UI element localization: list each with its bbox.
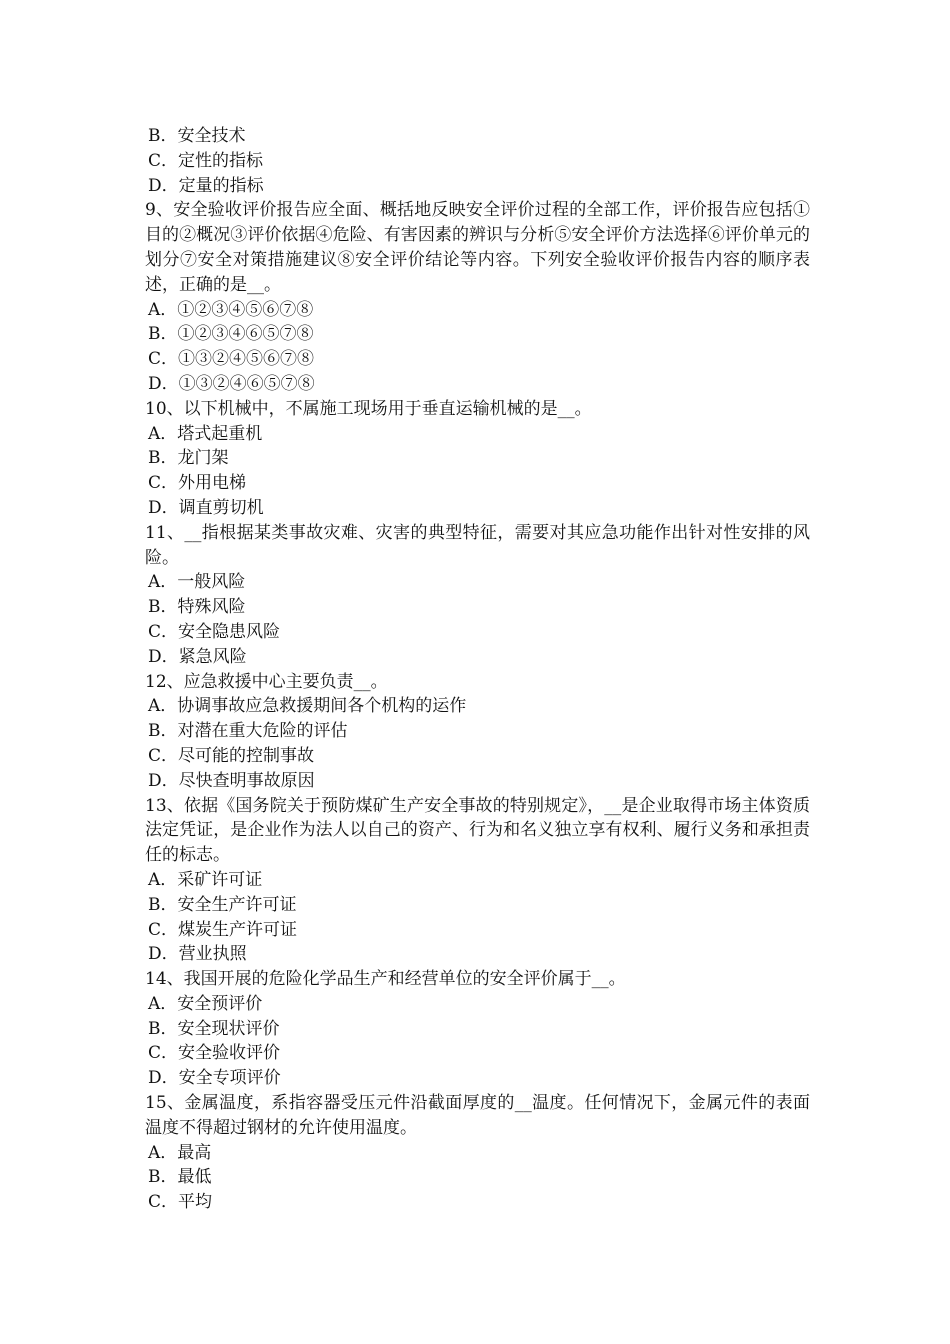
question-text: 14、我国开展的危险化学品生产和经营单位的安全评价属于__。: [145, 969, 626, 990]
answer-option: B．对潜在重大危险的评估: [148, 721, 348, 742]
answer-option: D．尽快查明事故原因: [148, 770, 315, 791]
answer-option: B．安全现状评价: [148, 1018, 280, 1039]
answer-option: A．协调事故应急救援期间各个机构的运作: [148, 696, 467, 717]
answer-option: B．安全生产许可证: [148, 894, 297, 915]
answer-option: B．①②③④⑥⑤⑦⑧: [148, 324, 314, 345]
answer-option: C．平均: [148, 1192, 213, 1213]
answer-option: B．龙门架: [148, 448, 229, 469]
document-page: [145, 124, 810, 1215]
answer-option: C．煤炭生产许可证: [148, 919, 298, 940]
answer-option: A．塔式起重机: [148, 423, 263, 444]
answer-option: D．营业执照: [148, 944, 247, 965]
question-text: 13、依据《国务院关于预防煤矿生产安全事故的特别规定》，__是企业取得市场主体资质法定凭证，是企业作为法人以自己的资产、行为和名义独立享有权利、履行义务和承担责任的标志。: [145, 795, 810, 866]
question-text: 15、金属温度，系指容器受压元件沿截面厚度的__温度。任何情况下，金属元件的表面温度不得超过钢材的允许使用温度。: [145, 1093, 810, 1138]
answer-option: A．安全预评价: [148, 993, 263, 1014]
answer-option: C．外用电梯: [148, 473, 247, 494]
answer-option: A．采矿许可证: [148, 869, 263, 890]
answer-option: D．①③②④⑥⑤⑦⑧: [148, 373, 315, 394]
answer-option: B．特殊风险: [148, 597, 246, 618]
answer-option: C．尽可能的控制事故: [148, 745, 315, 766]
question-text: 12、应急救援中心主要负责__。: [145, 671, 388, 692]
answer-option: A．①②③④⑤⑥⑦⑧: [148, 299, 314, 320]
question-text: 9、安全验收评价报告应全面、概括地反映安全评价过程的全部工作，评价报告应包括①目的②概况③评价依据④危险、有害因素的辨识与分析⑤安全评价方法选择⑥评价单元的划分⑦安全对策措施建议⑧安全评价结论等内容。下列安全验收评价报告内容的顺序表述，正确的是__。: [145, 200, 810, 295]
answer-option: D．调直剪切机: [148, 497, 264, 518]
answer-option: C．安全验收评价: [148, 1043, 281, 1064]
answer-option: C．①③②④⑤⑥⑦⑧: [148, 349, 315, 370]
answer-option: C．定性的指标: [148, 150, 264, 171]
answer-option: D．安全专项评价: [148, 1068, 281, 1089]
answer-option: B．最低: [148, 1167, 212, 1188]
answer-option: B．安全技术: [148, 126, 246, 146]
answer-option: D．定量的指标: [148, 175, 264, 196]
answer-option: C．安全隐患风险: [148, 621, 281, 642]
question-text: 11、__指根据某类事故灾难、灾害的典型特征，需要对其应急功能作出针对性安排的风险。: [145, 522, 810, 568]
answer-option: A．最高: [148, 1142, 212, 1163]
answer-option: D．紧急风险: [148, 646, 247, 667]
answer-option: A．一般风险: [148, 572, 246, 593]
question-text: 10、以下机械中，不属施工现场用于垂直运输机械的是__。: [145, 398, 592, 419]
